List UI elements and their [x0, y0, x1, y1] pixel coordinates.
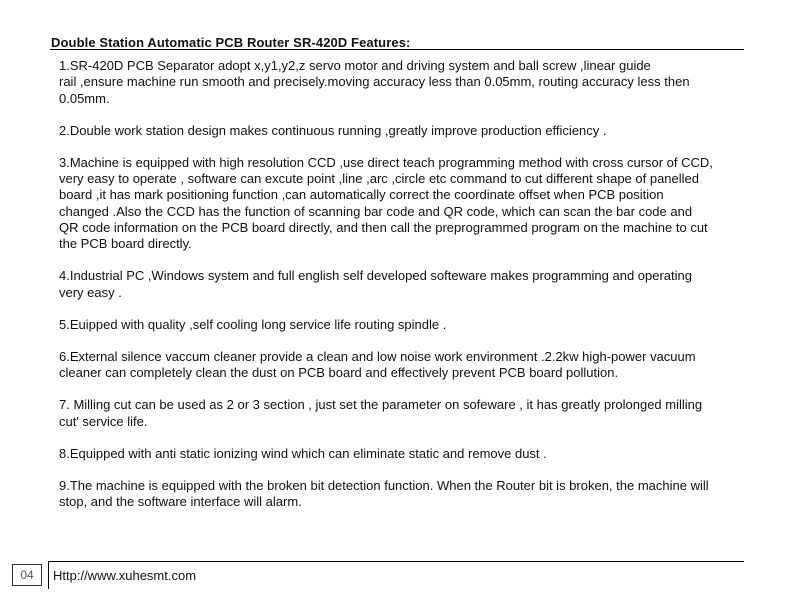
- feature-item-9: [59, 478, 739, 511]
- heading-divider: [50, 49, 744, 50]
- feature-text: 2.Double work station design makes continuous running ,greatly improve production efficiency .: [59, 122, 607, 138]
- feature-item-5: [59, 317, 739, 333]
- feature-text: 4.Industrial PC ,Windows system and full english self developed softeware makes programming and operating very easy .: [59, 268, 692, 300]
- feature-item-1: [59, 58, 739, 107]
- page-number: 04: [20, 568, 34, 582]
- footer-divider: [49, 561, 744, 562]
- feature-item-4: [59, 268, 739, 301]
- footer-url[interactable]: Http://www.xuhesmt.com: [53, 568, 197, 583]
- feature-item-8: [59, 446, 739, 462]
- feature-text: 5.Euipped with quality ,self cooling long service life routing spindle .: [59, 316, 447, 332]
- feature-text: 7. Milling cut can be used as 2 or 3 section , just set the parameter on sofeware , it has greatly prolonged milling cut' service life.: [59, 397, 703, 429]
- feature-text: 6.External silence vaccum cleaner provide a clean and low noise work environment .2.2kw high-power vacuum cleaner can completely clean the dust on PCB board and effectively prevent PCB board pollution.: [59, 348, 696, 381]
- feature-item-6: [59, 349, 739, 382]
- feature-item-7: [59, 397, 739, 430]
- page-number-box: [12, 564, 42, 586]
- feature-text: 8.Equipped with anti static ionizing wind which can eliminate static and remove dust .: [59, 445, 547, 461]
- feature-text: 3.Machine is equipped with high resolution CCD ,use direct teach programming method with cross cursor of CCD, very easy to operate , software can excute point ,line ,arc ,circle etc command to cut different shape of panelled board ,it has mark positioning function ,can automatically correct the coordinate offset when PCB position changed .Also the CCD has the function of scanning bar code and QR code, which can scan the bar code and QR code information on the PCB board directly, and then call the preprogrammed program on the machine to cut the PCB board directly.: [59, 154, 713, 252]
- feature-text: 9.The machine is equipped with the broken bit detection function. When the Router bit is broken, the machine will stop, and the software interface will alarm.: [59, 477, 709, 510]
- feature-text: 1.SR-420D PCB Separator adopt x,y1,y2,z servo motor and driving system and ball screw ,linear guide rail ,ensure machine run smooth and precisely.moving accuracy less than 0.05mm, routing accuracy less then 0.05mm.: [59, 58, 690, 106]
- feature-item-2: [59, 123, 739, 139]
- page-title: Double Station Automatic PCB Router SR-420D Features:: [51, 35, 411, 50]
- footer-vertical-divider: [48, 561, 49, 589]
- feature-item-3: [59, 155, 739, 253]
- feature-list: [59, 58, 739, 526]
